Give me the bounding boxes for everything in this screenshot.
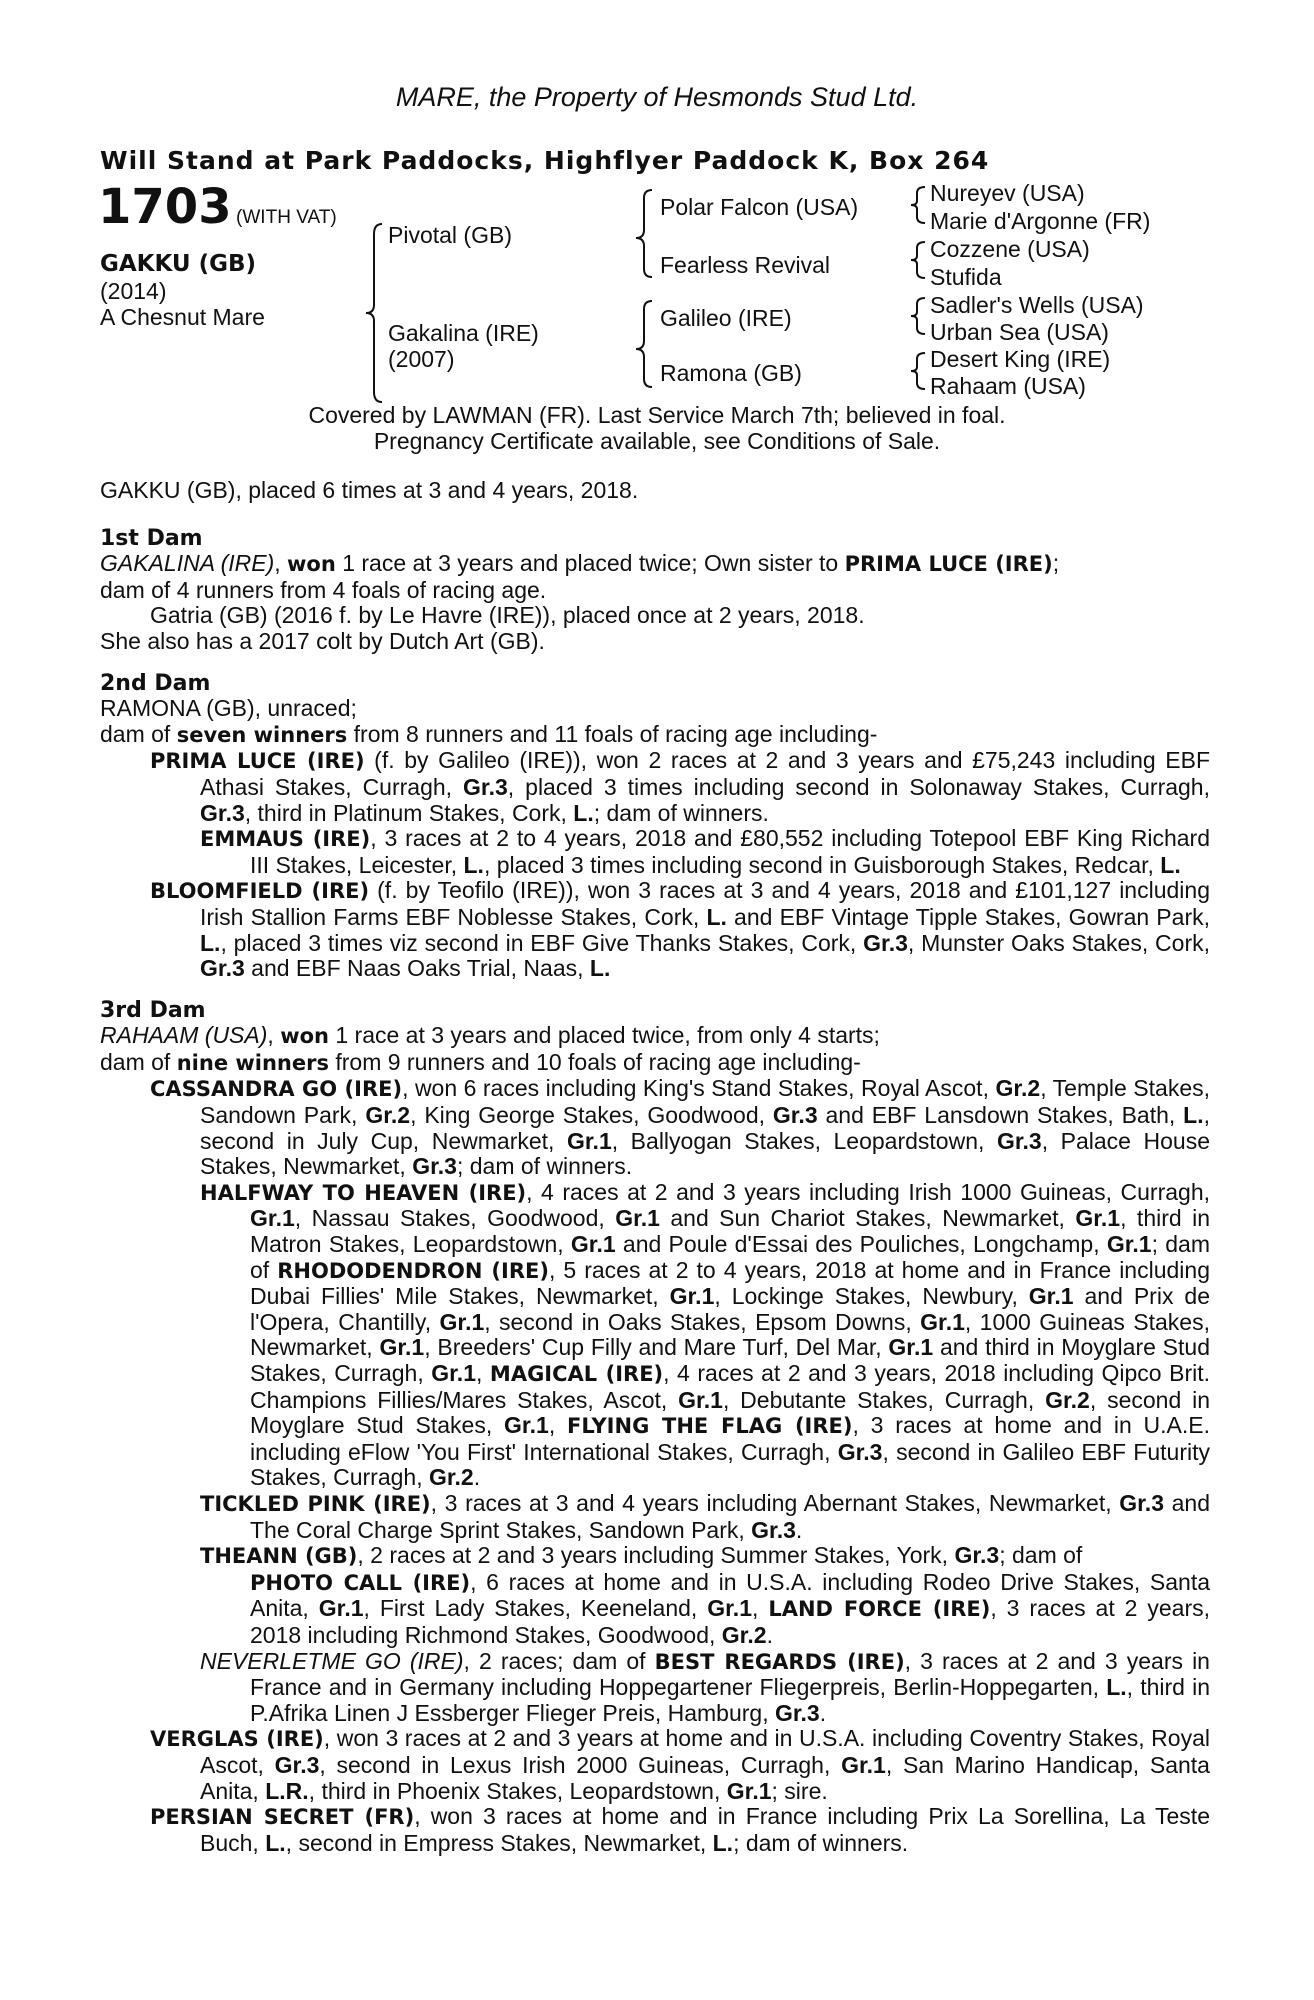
dam1-line-2: dam of 4 runners from 4 foals of racing age. [100, 576, 547, 603]
pedigree-sire: Pivotal (GB) [388, 222, 512, 248]
dam1-heading: 1st Dam [100, 525, 203, 551]
covered-line-1: Covered by LAWMAN (FR). Last Service March 7th; believed in foal. [308, 402, 1006, 428]
pedigree-g7: Desert King (IRE) [930, 346, 1111, 372]
pedigree-g2: Marie d'Argonne (FR) [930, 208, 1151, 234]
pedigree-sire-dam: Fearless Revival [660, 252, 830, 278]
pedigree-sire-sire: Polar Falcon (USA) [660, 194, 859, 220]
entry-neverletme-go: NEVERLETME GO (IRE), 2 races; dam of BEST REGARDS (IRE), 3 races at 2 and 3 years in France and in Germany including Hoppegartener Fliegerpreis, Berlin-Hoppegarten, L., third in P.Afrika Linen J Essberger Flieger Preis, Hamburg, Gr.3. [200, 1647, 1210, 1726]
lot-number-value: 1703 [98, 179, 232, 235]
pedigree-g5: Sadler's Wells (USA) [930, 292, 1144, 318]
entry-halfway-to-heaven: HALFWAY TO HEAVEN (IRE), 4 races at 2 and 3 years including Irish 1000 Guineas, Curragh, Gr.1, Nassau Stakes, Goodwood, Gr.1 and Sun Chariot Stakes, Newmarket, Gr.1, third in Matron Stakes, Leopardstown, Gr.1 and Poule d'Essai des Pouliches, Longchamp, Gr.1; dam of RHODODENDRON (IRE), 5 races at 2 to 4 years, 2018 at home and in France including Dubai Fillies' Mile Stakes, Newmarket, Gr.1, Lockinge Stakes, Newbury, Gr.1 and Prix de l'Opera, Chantilly, Gr.1, second in Oaks Stakes, Epsom Downs, Gr.1, 1000 Guineas Stakes, Newmarket, Gr.1, Breeders' Cup Filly and Mare Turf, Del Mar, Gr.1 and third in Moyglare Stud Stakes, Curragh, Gr.1, MAGICAL (IRE), 4 races at 2 and 3 years, 2018 including Qipco Brit. Champions Fillies/Mares Stakes, Ascot, Gr.1, Debutante Stakes, Curragh, Gr.2, second in Moyglare Stud Stakes, Gr.1, FLYING THE FLAG (IRE), 3 races at home and in U.A.E. including eFlow 'You First' International Stakes, Curragh, Gr.3, second in Galileo EBF Futurity Stakes, Curragh, Gr.2. [200, 1178, 1211, 1491]
dam1-line-4: She also has a 2017 colt by Dutch Art (GB). [100, 627, 545, 654]
entry-persian-secret: PERSIAN SECRET (FR), won 3 races at home and in France including Prix La Sorellina, La Teste Buch, L., second in Empress Stakes, Newmarket, L.; dam of winners. [150, 1803, 1210, 1856]
catalogue-body [100, 478, 1210, 1856]
entry-prima-luce: PRIMA LUCE (IRE) (f. by Galileo (IRE)), won 2 races at 2 and 3 years and £75,243 including EBF Athasi Stakes, Curragh, Gr.3, placed 3 times including second in Solonaway Stakes, Curragh, Gr.3, third in Platinum Stakes, Cork, L.; dam of winners. [150, 747, 1210, 826]
lot-description: A Chesnut Mare [100, 304, 265, 330]
entry-tickled-pink: TICKLED PINK (IRE), 3 races at 3 and 4 years including Abernant Stakes, Newmarket, Gr.3 and The Coral Charge Sprint Stakes, Sandown Park, Gr.3. [200, 1489, 1211, 1543]
lot-vat: (WITH VAT) [236, 207, 337, 228]
brace-g1 [911, 187, 925, 223]
lot-year: (2014) [100, 278, 167, 304]
pedigree-g1: Nureyev (USA) [930, 180, 1085, 206]
brace-g4 [911, 353, 925, 389]
pedigree-g3: Cozzene (USA) [930, 236, 1090, 262]
entry-photo-call: PHOTO CALL (IRE), 6 races at home and in U.S.A. including Rodeo Drive Stakes, Santa Anita, Gr.1, First Lady Stakes, Keeneland, Gr.1, LAND FORCE (IRE), 3 races at 2 years, 2018 including Richmond Stakes, Goodwood, Gr.2. [250, 1568, 1211, 1648]
pedigree-dam-year: (2007) [388, 346, 455, 372]
dam2-line-1: RAMONA (GB), unraced; [100, 695, 357, 722]
pedigree-g6: Urban Sea (USA) [930, 319, 1109, 345]
entry-emmaus: EMMAUS (IRE), 3 races at 2 to 4 years, 2018 and £80,552 including Totepool EBF King Richard III Stakes, Leicester, L., placed 3 times including second in Guisborough Stakes, Redcar, L. [200, 825, 1210, 878]
brace-g3 [911, 298, 925, 334]
entry-theann: THEANN (GB), 2 races at 2 and 3 years including Summer Stakes, York, Gr.3; dam of [200, 1542, 1083, 1569]
dam1-line-1: GAKALINA (IRE), won 1 race at 3 years and placed twice; Own sister to PRIMA LUCE (IRE); [100, 550, 1060, 577]
brace-g2 [911, 242, 925, 278]
pedigree-g8: Rahaam (USA) [930, 373, 1086, 399]
brace-sire [636, 190, 652, 277]
brace-main [366, 224, 382, 402]
pedigree-dam-dam: Ramona (GB) [660, 360, 802, 386]
covered-line-2: Pregnancy Certificate available, see Conditions of Sale. [373, 428, 941, 454]
dam2-heading: 2nd Dam [100, 670, 211, 696]
entry-cassandra-go: CASSANDRA GO (IRE), won 6 races including King's Stand Stakes, Royal Ascot, Gr.2, Temple Stakes, Sandown Park, Gr.2, King George Stakes, Goodwood, Gr.3 and EBF Lansdown Stakes, Bath, L., second in July Cup, Newmarket, Gr.1, Ballyogan Stakes, Leopardstown, Gr.3, Palace House Stakes, Newmarket, Gr.3; dam of winners. [150, 1075, 1210, 1180]
pedigree-dam-sire: Galileo (IRE) [660, 305, 792, 331]
dam1-foal-gatria: Gatria (GB) (2016 f. by Le Havre (IRE)), placed once at 2 years, 2018. [150, 602, 865, 629]
entry-verglas: VERGLAS (IRE), won 3 races at 2 and 3 years at home and in U.S.A. including Coventry Stakes, Royal Ascot, Gr.3, second in Lexus Irish 2000 Guineas, Curragh, Gr.1, San Marino Handicap, Santa Anita, L.R., third in Phoenix Stakes, Leopardstown, Gr.1; sire. [150, 1725, 1210, 1804]
pedigree-g4: Stufida [930, 264, 1002, 290]
page-title: MARE, the Property of Hesmonds Stud Ltd. [395, 82, 919, 112]
lot-name: GAKKU (GB) [100, 251, 257, 277]
dam2-line-2: dam of seven winners from 8 runners and 11 foals of racing age including- [100, 720, 878, 747]
intro-line: GAKKU (GB), placed 6 times at 3 and 4 years, 2018. [100, 477, 639, 503]
location-line: Will Stand at Park Paddocks, Highflyer Paddock K, Box 264 [100, 146, 990, 175]
brace-dam [636, 301, 652, 387]
pedigree-dam: Gakalina (IRE) [388, 320, 539, 346]
entry-bloomfield: BLOOMFIELD (IRE) (f. by Teofilo (IRE)), won 3 races at 3 and 4 years, 2018 and £101,127 including Irish Stallion Farms EBF Noblesse Stakes, Cork, L. and EBF Vintage Tipple Stakes, Gowran Park, L., placed 3 times viz second in EBF Give Thanks Stakes, Cork, Gr.3, Munster Oaks Stakes, Cork, Gr.3 and EBF Naas Oaks Trial, Naas, L. [150, 877, 1210, 982]
dam3-line-2: dam of nine winners from 9 runners and 10 foals of racing age including- [100, 1048, 861, 1075]
dam3-line-1: RAHAAM (USA), won 1 race at 3 years and placed twice, from only 4 starts; [100, 1022, 880, 1049]
dam3-heading: 3rd Dam [100, 997, 206, 1023]
